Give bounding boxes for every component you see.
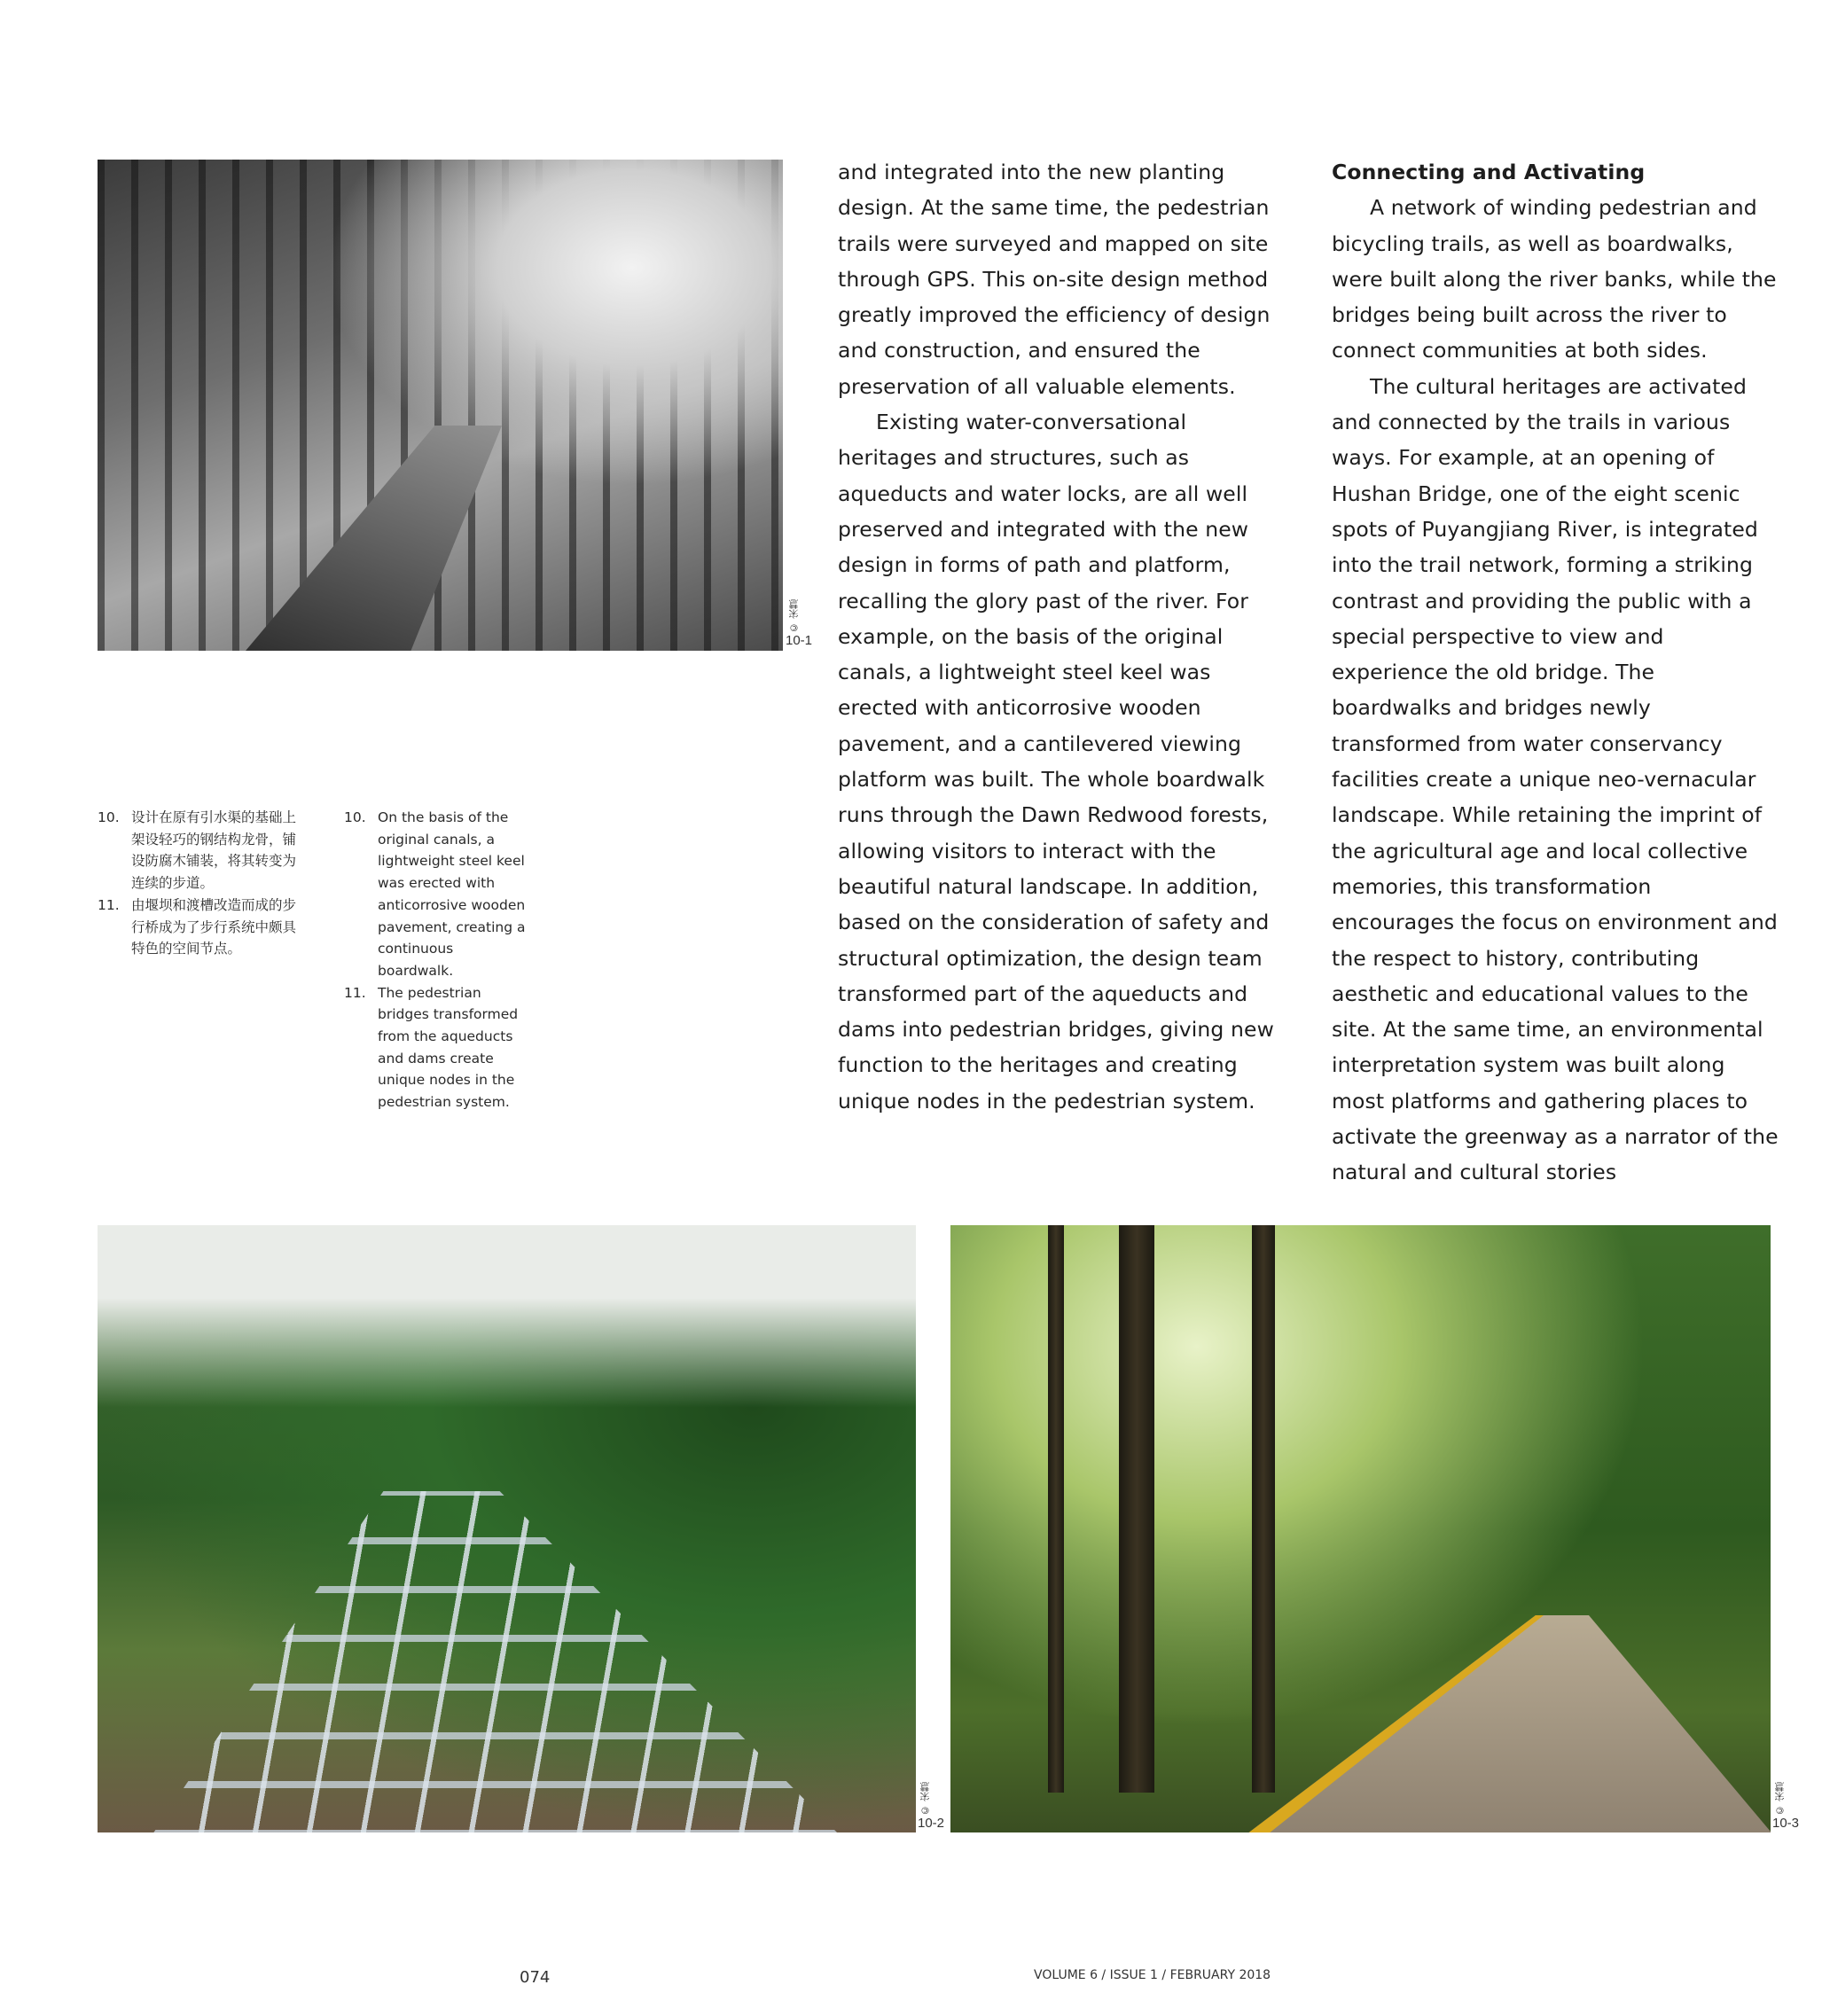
caption-number: 11.	[344, 984, 366, 1001]
body-paragraph: A network of winding pedestrian and bicycling trails, as well as boardwalks, were built along the river banks, while the bridges being built across the river to connect communities at both sides.	[1332, 195, 1777, 363]
body-column-right	[1332, 154, 1779, 1191]
tree-trunk-shape	[1119, 1225, 1154, 1793]
photo-credit: © 宋慧	[1774, 1782, 1786, 1817]
photo-credit: © 宋慧	[919, 1782, 931, 1817]
caption-text: 由堰坝和渡槽改造而成的步行桥成为了步行系统中颇具特色的空间节点。	[131, 896, 297, 957]
page-number: 074	[520, 1968, 551, 1987]
photo-aqueduct-forest	[98, 160, 783, 651]
caption-item	[344, 807, 532, 982]
deck-shape	[1243, 1615, 1771, 1832]
tree-trunk-shape	[1252, 1225, 1275, 1793]
caption-item	[98, 807, 297, 895]
canal-shape	[204, 426, 576, 651]
steel-grid-shape	[151, 1491, 878, 1832]
photo-forest-boardwalk	[950, 1225, 1771, 1832]
caption-en	[344, 807, 532, 1113]
body-paragraph: The cultural heritages are activated and connected by the trails in various ways. For example, at an opening of Hushan Bridge, one of the eight scenic spots of Puyangjiang River, is integrated into the trail network, forming a striking contrast and providing the public with a special perspective to view and experience the old bridge. The boardwalks and bridges newly transformed from water conservancy facilities create a unique neo-vernacular landscape. While retaining the imprint of the agricultural age and local collective memories, this transformation encourages the focus on environment and the respect to history, contributing aesthetic and educational values to the site. At the same time, an environmental interpretation system was built along most platforms and gathering places to activate the greenway as a narrator of the natural and cultural stories	[1332, 373, 1779, 1185]
caption-item	[98, 895, 297, 960]
body-paragraph: and integrated into the new planting design. At the same time, the pedestrian trails were surveyed and mapped on site through GPS. This on-site design method greatly improved the efficiency of design and construction, and ensured the preservation of all valuable elements.	[838, 160, 1271, 399]
caption-item	[344, 982, 532, 1113]
figure-number: 10-1	[786, 633, 813, 648]
caption-number: 10.	[98, 809, 120, 825]
tree-trunk-shape	[1048, 1225, 1064, 1793]
section-heading: Connecting and Activating	[1332, 160, 1646, 184]
body-paragraph: Existing water-conversational heritages and structures, such as aqueducts and water locks, are all well preserved and integrated with the new design in forms of path and platform, recalling the glory past of the river. For example, on the basis of the original canals, a lightweight steel keel was erected with anticorrosive wooden pavement, and a cantilevered viewing platform was built. The whole boardwalk runs through the Dawn Redwood forests, allowing visitors to interact with the beautiful natural landscape. In addition, based on the consideration of safety and structural optimization, the design team transformed part of the aqueducts and dams into pedestrian bridges, giving new function to the heritages and creating unique nodes in the pedestrian system.	[838, 410, 1274, 1113]
caption-number: 11.	[98, 896, 120, 913]
caption-text: On the basis of the original canals, a lightweight steel keel was erected with anticorrosive wooden pavement, creating a continuous boardwalk.	[378, 809, 526, 979]
figure-number: 10-3	[1772, 1816, 1800, 1831]
issue-info: VOLUME 6 / ISSUE 1 / FEBRUARY 2018	[1034, 1968, 1271, 1982]
figure-number: 10-2	[918, 1816, 945, 1831]
caption-text: The pedestrian bridges transformed from the aqueducts and dams create unique nodes in the pedestrian system.	[378, 984, 519, 1111]
photo-steel-keel-boardwalk	[98, 1225, 916, 1832]
photo-credit: © 宋慧	[788, 599, 800, 634]
caption-number: 10.	[344, 809, 366, 825]
body-column-middle	[838, 154, 1286, 1119]
caption-zh	[98, 807, 297, 960]
caption-text: 设计在原有引水渠的基础上架设轻巧的钢结构龙骨，铺设防腐木铺装，将其转变为连续的步道。	[131, 809, 297, 892]
